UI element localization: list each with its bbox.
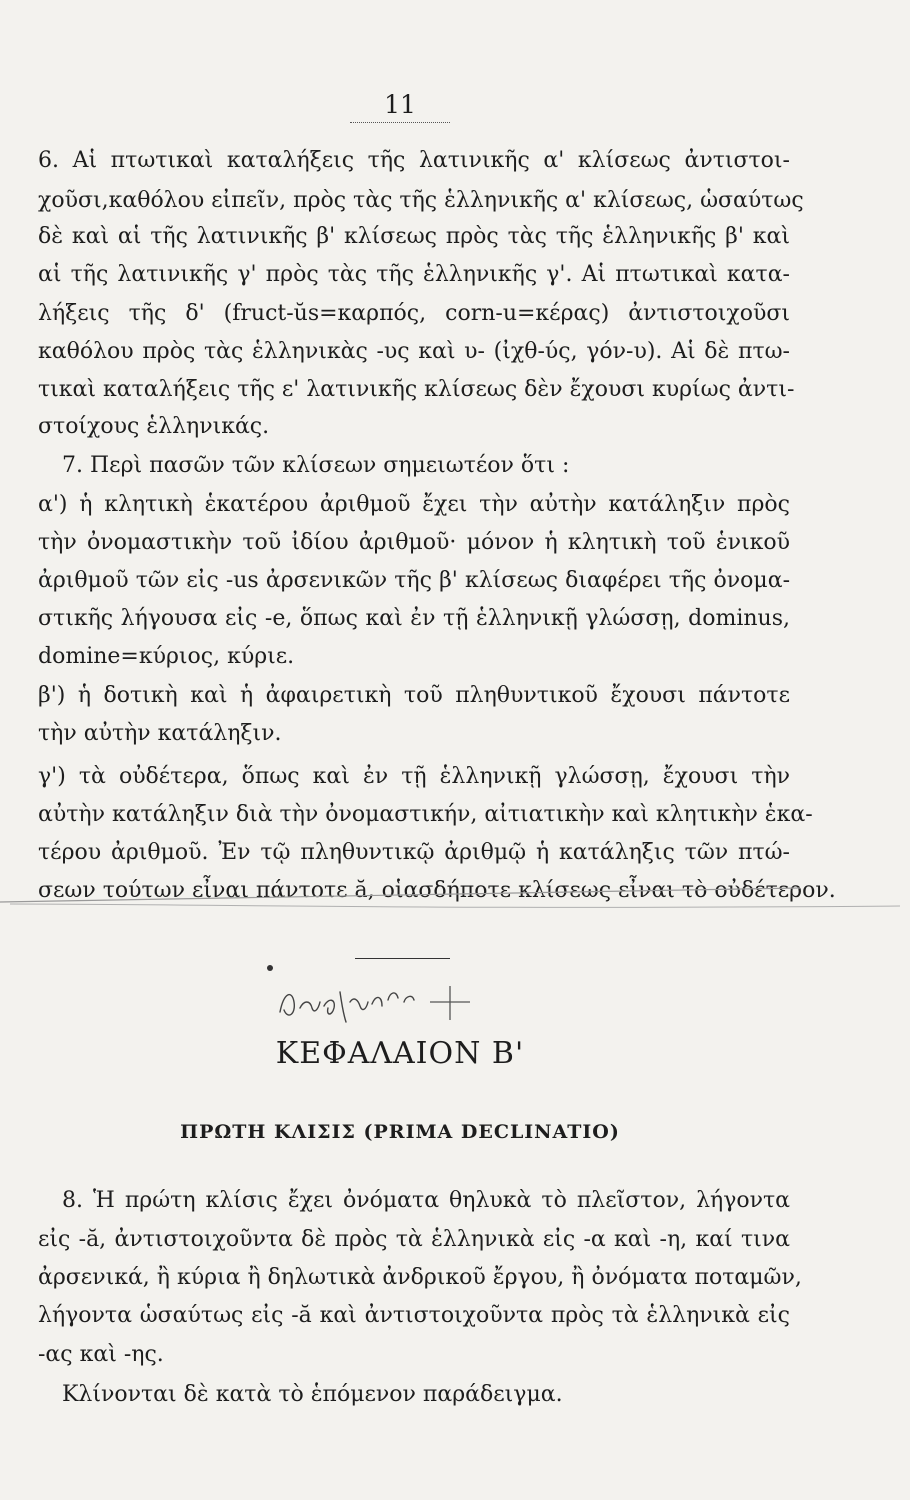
text-line: 6. Αἱ πτωτικαὶ καταλήξεις τῆς λατινικῆς α' κλίσεως ἀντιστοι- — [38, 148, 790, 173]
text-line: ἀρσενικά, ἢ κύρια ἢ δηλωτικὰ ἀνδρικοῦ ἔργου, ἢ ὀνόματα ποταμῶν, — [38, 1265, 802, 1290]
handwritten-note — [270, 972, 490, 1032]
text-line: αὐτὴν κατάληξιν διὰ τὴν ὀνομαστικήν, αἰτιατικὴν καὶ κλητικὴν ἑκα- — [38, 802, 813, 827]
text-line: δὲ καὶ αἱ τῆς λατινικῆς β' κλίσεως πρὸς τὰς τῆς ἑλληνικῆς β' καὶ — [38, 224, 790, 249]
chapter-title: ΚΕΦΑΛΑΙΟΝ Β' — [275, 1036, 525, 1071]
text-line: τὴν αὐτὴν κατάληξιν. — [38, 721, 282, 746]
text-line: αἱ τῆς λατινικῆς γ' πρὸς τὰς τῆς ἑλληνικῆς γ'. Αἱ πτωτικαὶ κατα- — [38, 262, 790, 287]
text-line: χοῦσι,καθόλου εἰπεῖν, πρὸς τὰς τῆς ἑλληνικῆς α' κλίσεως, ὡσαύτως — [38, 188, 804, 213]
text-line: στοίχους ἑλληνικάς. — [38, 414, 270, 439]
text-line: τικαὶ καταλήξεις τῆς ε' λατινικῆς κλίσεως δὲν ἔχουσι κυρίως ἀντι- — [38, 377, 795, 402]
text-line: α') ἡ κλητικὴ ἑκατέρου ἀριθμοῦ ἔχει τὴν αὐτὴν κατάληξιν πρὸς — [38, 492, 790, 517]
text-line: -ας καὶ -ης. — [38, 1342, 164, 1367]
section-separator — [355, 958, 450, 959]
page-number: 11 — [384, 90, 416, 119]
text-line: λήξεις τῆς δ' (fruct-ŭs=καρπός, corn-u=κέρας) ἀντιστοιχοῦσι — [38, 301, 790, 326]
text-line: καθόλου πρὸς τὰς ἑλληνικὰς -υς καὶ υ- (ἰχθ-ύς, γόν-υ). Αἱ δὲ πτω- — [38, 339, 790, 364]
text-line: σεων τούτων εἶναι πάντοτε ă, οἱασδήποτε κλίσεως εἶναι τὸ οὐδέτερον. — [38, 878, 836, 903]
page-number-rule — [350, 122, 450, 123]
section-title: ΠΡΩΤΗ ΚΛΙΣΙΣ (PRIMA DECLINATIO) — [180, 1121, 620, 1143]
ink-dot — [267, 965, 273, 971]
text-line: στικῆς λήγουσα εἰς -e, ὅπως καὶ ἐν τῇ ἑλληνικῇ γλώσσῃ, dominus, — [38, 606, 790, 631]
text-line: domine=κύριος, κύριε. — [38, 644, 295, 669]
text-line: 7. Περὶ πασῶν τῶν κλίσεων σημειωτέον ὅτι : — [62, 453, 570, 478]
text-line: εἰς -ă, ἀντιστοιχοῦντα δὲ πρὸς τὰ ἑλληνικὰ εἰς -α καὶ -η, καί τινα — [38, 1227, 790, 1252]
text-line: ἀριθμοῦ τῶν εἰς -us ἀρσενικῶν τῆς β' κλίσεως διαφέρει τῆς ὀνομα- — [38, 568, 790, 593]
text-line: γ') τὰ οὐδέτερα, ὅπως καὶ ἐν τῇ ἑλληνικῇ γλώσσῃ, ἔχουσι τὴν — [38, 764, 790, 789]
text-line: Κλίνονται δὲ κατὰ τὸ ἑπόμενον παράδειγμα. — [62, 1382, 563, 1407]
text-line: λήγοντα ὡσαύτως εἰς -ă καὶ ἀντιστοιχοῦντα πρὸς τὰ ἑλληνικὰ εἰς — [38, 1303, 790, 1328]
text-line: 8. Ἡ πρώτη κλίσις ἔχει ὀνόματα θηλυκὰ τὸ πλεῖστον, λήγοντα — [62, 1188, 790, 1213]
text-line: β') ἡ δοτικὴ καὶ ἡ ἀφαιρετικὴ τοῦ πληθυντικοῦ ἔχουσι πάντοτε — [38, 683, 790, 708]
pencil-stroke — [0, 880, 910, 940]
text-line: τέρου ἀριθμοῦ. Ἐν τῷ πληθυντικῷ ἀριθμῷ ἡ κατάληξις τῶν πτώ- — [38, 840, 790, 865]
text-line: τὴν ὀνομαστικὴν τοῦ ἰδίου ἀριθμοῦ· μόνον ἡ κλητικὴ τοῦ ἑνικοῦ — [38, 530, 790, 555]
